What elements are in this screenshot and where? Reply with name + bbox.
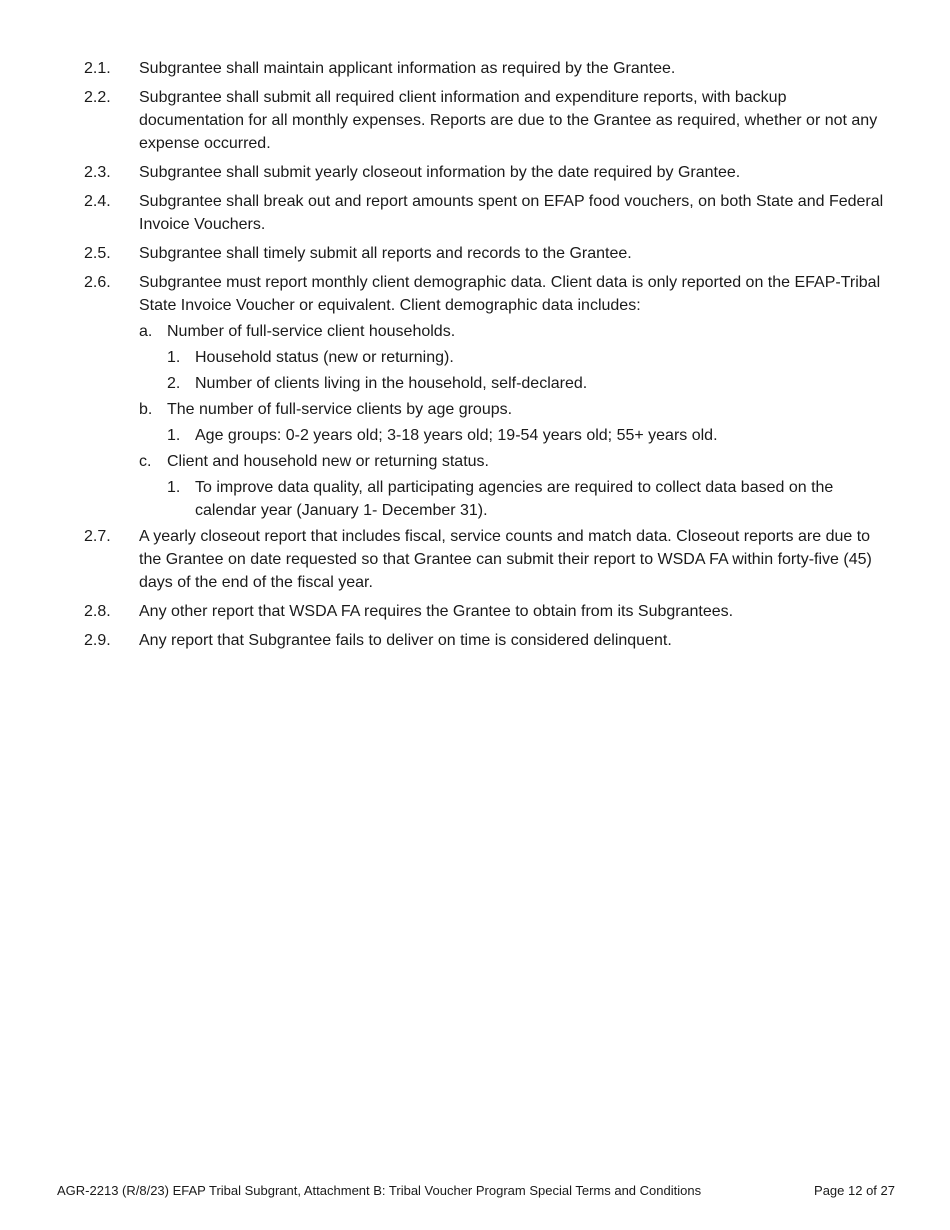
demographic-subitem xyxy=(167,372,892,395)
list-item xyxy=(84,629,892,652)
item-number: 2.8. xyxy=(84,603,111,620)
sub-label: 1. xyxy=(167,349,181,366)
sub-label: a. xyxy=(139,323,153,340)
demographic-subitem xyxy=(167,424,892,447)
sub-text: Age groups: 0-2 years old; 3-18 years old; 19-54 years old; 55+ years old. xyxy=(195,427,718,444)
item-number: 2.3. xyxy=(84,164,111,181)
item-number: 2.4. xyxy=(84,193,111,210)
item-text: Any report that Subgrantee fails to deliver on time is considered delinquent. xyxy=(139,632,672,649)
sub-text: Client and household new or returning status. xyxy=(167,453,489,470)
item-number: 2.5. xyxy=(84,245,111,262)
item-text: A yearly closeout report that includes fiscal, service counts and match data. Closeout reports are due to the Grantee on date requested so that Grantee can submit their report to WSDA FA within forty-five (45) days of the end of the fiscal year. xyxy=(139,528,872,591)
page-footer xyxy=(57,1182,895,1200)
sub-label: 1. xyxy=(167,479,181,496)
sub-text: Number of full-service client households. xyxy=(167,323,456,340)
item-text: Subgrantee shall timely submit all reports and records to the Grantee. xyxy=(139,245,632,262)
sub-label: b. xyxy=(139,401,153,418)
item-number: 2.7. xyxy=(84,528,111,545)
item-number: 2.6. xyxy=(84,274,111,291)
item-text: Subgrantee shall maintain applicant information as required by the Grantee. xyxy=(139,60,676,77)
item-text: Subgrantee shall submit all required client information and expenditure reports, with backup documentation for all monthly expenses. Reports are due to the Grantee as required, whether or not any expense occurred. xyxy=(139,89,878,152)
footer-document-title: AGR-2213 (R/8/23) EFAP Tribal Subgrant, Attachment B: Tribal Voucher Program Special Terms and Conditions xyxy=(57,1183,702,1198)
list-item xyxy=(84,190,892,236)
list-item xyxy=(84,86,892,155)
demographic-subitem xyxy=(167,346,892,369)
demographic-item-a xyxy=(139,320,892,343)
list-item xyxy=(84,525,892,594)
item-text: Subgrantee shall submit yearly closeout information by the date required by Grantee. xyxy=(139,164,741,181)
footer-page-number: Page 12 of 27 xyxy=(814,1183,895,1198)
sub-text: To improve data quality, all participating agencies are required to collect data based on the calendar year (January 1- December 31). xyxy=(195,479,834,519)
sub-label: c. xyxy=(139,453,152,470)
list-item xyxy=(84,161,892,184)
list-item xyxy=(84,57,892,80)
demographic-subitem xyxy=(167,476,892,522)
sub-label: 1. xyxy=(167,427,181,444)
sub-text: Household status (new or returning). xyxy=(195,349,454,366)
demographic-item-c xyxy=(139,450,892,473)
item-number: 2.9. xyxy=(84,632,111,649)
requirements-list xyxy=(84,57,892,658)
item-text: Any other report that WSDA FA requires the Grantee to obtain from its Subgrantees. xyxy=(139,603,734,620)
sub-label: 2. xyxy=(167,375,181,392)
item-text: Subgrantee shall break out and report amounts spent on EFAP food vouchers, on both State and Federal Invoice Vouchers. xyxy=(139,193,884,233)
demographic-item-b xyxy=(139,398,892,421)
item-number: 2.2. xyxy=(84,89,111,106)
list-item xyxy=(84,600,892,623)
list-item xyxy=(84,242,892,265)
list-item xyxy=(84,271,892,317)
sub-text: The number of full-service clients by age groups. xyxy=(167,401,513,418)
item-text: Subgrantee must report monthly client demographic data. Client data is only reported on the EFAP-Tribal State Invoice Voucher or equivalent. Client demographic data includes: xyxy=(139,274,881,314)
item-number: 2.1. xyxy=(84,60,111,77)
sub-text: Number of clients living in the household, self-declared. xyxy=(195,375,588,392)
